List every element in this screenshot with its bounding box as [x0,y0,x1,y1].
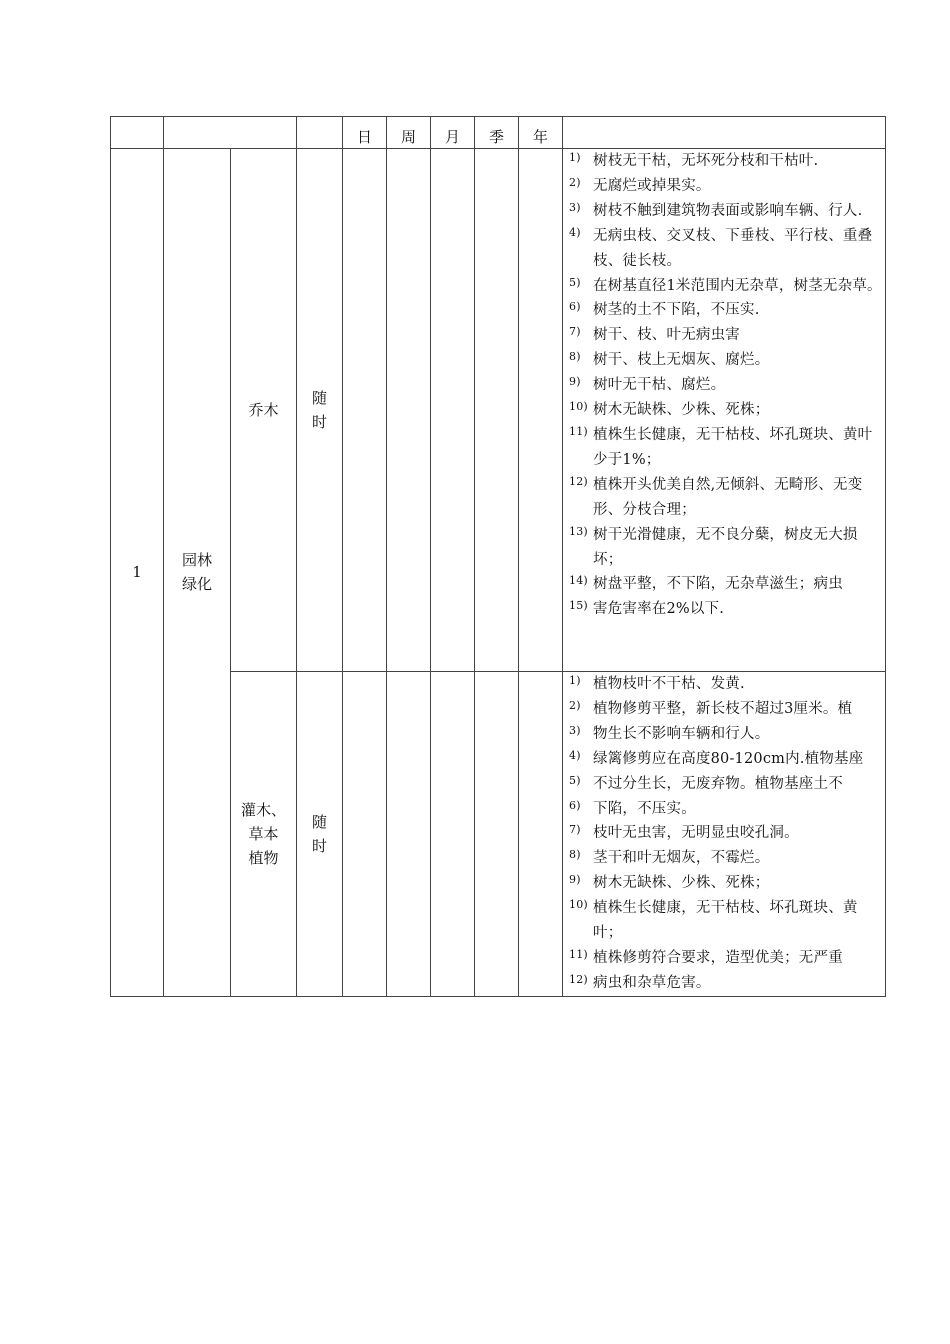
standard-text: 无腐烂或掉果实。 [593,177,711,194]
standard-item [563,747,885,772]
standard-item [563,797,885,822]
standard-number: 10) [569,400,588,414]
standard-number: 6) [569,300,581,314]
cell-month [431,149,475,672]
header-item-cell [164,117,297,149]
standard-item [563,772,885,797]
item-name-shrubs-line: 灌木、 [240,800,286,819]
cell-month [431,672,475,997]
header-period-week: 周 [387,117,431,149]
cell-quarter [475,149,519,672]
standard-item [563,896,885,946]
standard-item [563,174,885,199]
header-frequency-cell [297,117,343,149]
standard-text: 物生长不影响车辆和行人。 [593,725,770,742]
header-period-month: 月 [431,117,475,149]
header-period-day: 日 [343,117,387,149]
standard-item [563,971,885,996]
standard-text: 绿篱修剪应在高度80-120cm内.植物基座 [593,750,864,767]
frequency-shrubs-text: 随时 [311,812,327,855]
standard-number: 12) [569,474,588,488]
standard-item [563,821,885,846]
cell-week [387,149,431,672]
standard-item [563,373,885,398]
standard-item [563,473,885,523]
standard-item [563,572,885,597]
standard-number: 5) [569,275,581,289]
standard-number: 15) [569,599,588,613]
standard-text: 树枝无干枯，无坏死分枝和干枯叶. [593,153,819,169]
standard-number: 2) [569,698,581,712]
cell-week [387,672,431,997]
standard-text: 植物修剪平整，新长枝不超过3厘米。植 [593,700,853,717]
header-period-year: 年 [519,117,563,149]
frequency-shrubs [297,672,343,997]
standard-item [563,523,885,573]
standard-number: 11) [569,947,588,961]
standard-text: 树干光滑健康，无不良分蘖，树皮无大损坏； [593,526,858,568]
standard-number: 4) [569,748,581,762]
standard-number: 3) [569,200,581,214]
standard-number: 4) [569,225,581,239]
standard-number: 12) [569,972,588,986]
standard-number: 3) [569,723,581,737]
standard-number: 7) [569,325,581,339]
standard-item [563,722,885,747]
standard-text: 植株修剪符合要求，造型优美；无严重 [593,949,843,966]
standard-text: 植株开头优美自然,无倾斜、无畸形、无变形、分枝合理； [593,476,863,518]
standard-item [563,224,885,274]
header-period-quarter: 季 [475,117,519,149]
standard-item [563,323,885,348]
standards-list-shrubs [563,672,885,996]
header-index-cell [111,117,164,149]
standards-shrubs [563,672,886,997]
standard-item [563,274,885,299]
standard-text: 病虫和杂草危害。 [593,974,711,991]
standard-text: 树枝不触到建筑物表面或影响车辆、行人. [593,202,863,219]
section-category [164,149,231,997]
standard-number: 11) [569,424,588,438]
standard-text: 植株生长健康，无干枯枝、坏孔斑块、黄叶少于1%； [593,426,873,468]
standard-item [563,697,885,722]
item-name-trees: 乔木 [231,149,297,672]
standard-item [563,348,885,373]
standard-text: 树木无缺株、少株、死株； [593,875,770,892]
cell-year [519,672,563,997]
standard-number: 13) [569,524,588,538]
standard-number: 9) [569,873,581,887]
header-standard-cell [563,117,886,149]
cell-day [343,672,387,997]
standard-item [563,846,885,871]
frequency-trees [297,149,343,672]
header-row [111,117,886,149]
standard-text: 树盘平整，不下陷，无杂草滋生；病虫 [593,576,843,593]
standard-item [563,597,885,622]
standard-text: 在树基直径1米范围内无杂草，树茎无杂草。 [593,277,882,294]
standard-text: 不过分生长，无废弃物。植物基座土不 [593,775,843,792]
standard-number: 10) [569,898,588,912]
greening-standards-table [110,116,886,997]
standard-number: 5) [569,773,581,787]
standard-number: 9) [569,375,581,389]
standard-item [563,672,885,697]
standard-text: 下陷，不压实。 [593,800,696,817]
standard-item [563,298,885,323]
standard-item [563,946,885,971]
standard-number: 1) [569,674,581,687]
standards-list-trees [563,149,885,622]
standard-text: 树木无缺株、少株、死株； [593,402,770,419]
standard-text: 树叶无干枯、腐烂。 [593,377,726,394]
standard-item [563,423,885,473]
item-name-shrubs-line: 植物 [248,848,279,867]
standard-number: 8) [569,350,581,364]
standard-number: 1) [569,151,581,164]
standard-item [563,199,885,224]
standards-trees [563,149,886,672]
standard-text: 无病虫枝、交叉枝、下垂枝、平行枝、重叠枝、徒长枝。 [593,227,873,269]
cell-day [343,149,387,672]
standard-text: 植株生长健康，无干枯枝、坏孔斑块、黄叶； [593,900,858,942]
cell-year [519,149,563,672]
section-index: 1 [111,149,164,997]
standard-number: 14) [569,574,588,588]
standard-item [563,398,885,423]
standard-text: 害危害率在2%以下. [593,601,725,618]
standard-number: 2) [569,175,581,189]
frequency-trees-text: 随时 [311,389,327,431]
item-name-shrubs-line: 草本 [248,824,279,843]
standard-number: 8) [569,848,581,862]
table-row [111,149,886,672]
standard-number: 6) [569,798,581,812]
standard-text: 树干、枝、叶无病虫害 [593,327,740,344]
standard-text: 枝叶无虫害，无明显虫咬孔洞。 [593,825,799,842]
standard-text: 茎干和叶无烟灰，不霉烂。 [593,850,770,867]
cell-quarter [475,672,519,997]
standard-number: 7) [569,823,581,837]
section-category-text: 园林绿化 [181,551,212,594]
item-name-shrubs [231,672,297,997]
standard-item [563,149,885,174]
standard-text: 植物枝叶不干枯、发黄. [593,676,745,692]
standard-text: 树茎的土不下陷，不压实. [593,302,760,319]
standard-item [563,871,885,896]
standard-text: 树干、枝上无烟灰、腐烂。 [593,352,770,369]
